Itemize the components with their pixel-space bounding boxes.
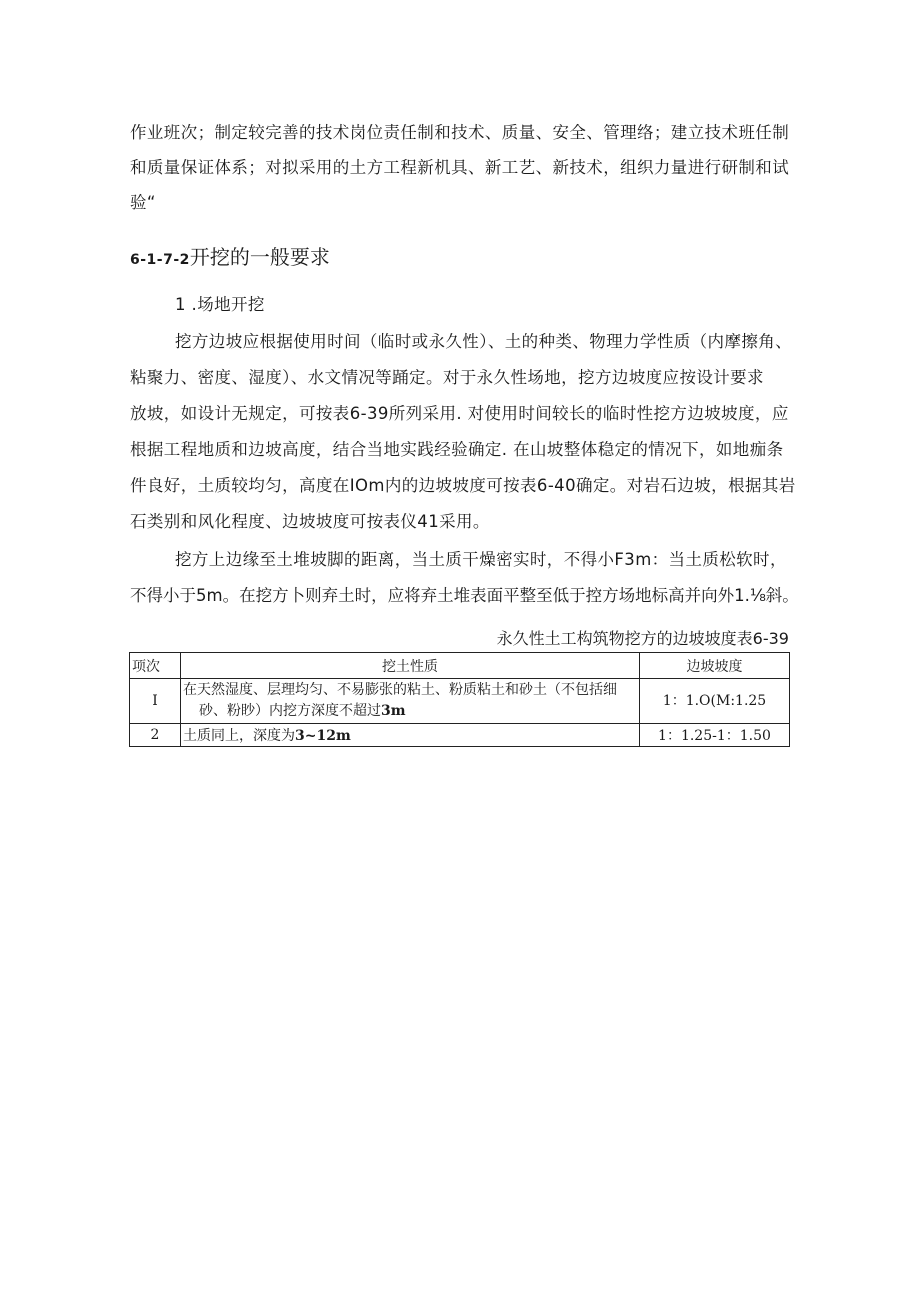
intro-line-3: 验“ (130, 193, 156, 212)
section-heading (130, 243, 330, 274)
body2-line-1: 挖方上边缘至土堆坡脚的距离，当土质干燥密实时，不得小F3m：当土质松软时， (175, 550, 787, 569)
header-soil-nature: 挖土性质 (181, 653, 640, 679)
intro-line-2: 和质量保证体系；对拟采用的土方工程新机具、新工艺、新技术，组织力量进行研制和试 (130, 158, 790, 177)
row-index: I (130, 679, 181, 724)
row-slope-ratio: 1：1.O(M:1.25 (640, 679, 790, 724)
table-row (130, 679, 790, 724)
row-soil-nature (181, 679, 640, 724)
table-caption: 永久性土工构筑物挖方的边坡坡度表6-39 (496, 629, 789, 648)
section-title: 开挖的一般要求 (189, 245, 330, 269)
soil-nature-line-1: 在天然湿度、层理均匀、不易膨张的粘土、粉质粘土和砂土（不包括细 (183, 682, 617, 698)
body1-line-2: 粘聚力、密度、湿度）、水文情况等踊定。对于永久性场地，挖方边坡度应按设计要求 (130, 368, 764, 387)
row-soil-nature (181, 724, 640, 747)
subheading-site-excavation: 1 .场地开挖 (175, 295, 265, 314)
slope-table (129, 652, 790, 747)
body1-line-3: 放坡，如设计无规定，可按表6-39所列采用. 对使用时间较长的临时性挖方边坡坡度，应 (130, 404, 789, 423)
soil-nature-line-2 (183, 701, 637, 722)
section-number: 6-1-7-2 (130, 252, 190, 268)
intro-line-1: 作业班次；制定较完善的技术岗位责任制和技术、质量、安全、管理络；建立技术班任制 (130, 123, 790, 142)
soil-nature-line-2-text: 砂、粉眇）内挖方深度不超过 (199, 703, 381, 719)
soil-nature-depth: 3~12m (295, 728, 351, 744)
header-index: 项次 (130, 653, 181, 679)
body1-line-4: 根据工程地质和边坡高度，结合当地实践经验确定. 在山坡整体稳定的情况下，如地痂条 (130, 440, 784, 459)
row-index: 2 (130, 724, 181, 747)
row-slope-ratio: 1：1.25-1：1.50 (640, 724, 790, 747)
body1-line-6: 石类别和风化程度、边坡坡度可按表仪41采用。 (130, 512, 490, 531)
soil-nature-depth: 3m (381, 703, 406, 719)
table-row (130, 724, 790, 747)
body1-line-1: 挖方边坡应根据使用时间（临时或永久性）、土的种类、物理力学性质（内摩擦角、 (175, 332, 793, 351)
soil-nature-text: 土质同上，深度为 (183, 728, 295, 744)
header-slope-ratio: 边坡坡度 (640, 653, 790, 679)
body1-line-5: 件良好，土质较均匀，高度在IOm内的边坡坡度可按表6-40确定。对岩石边坡，根据其岩 (130, 476, 796, 495)
body2-line-2: 不得小于5m。在挖方卜则弃土时，应将弃土堆表面平整至低于控方场地标高并向外1.⅛斜。 (130, 586, 799, 605)
table-header-row (130, 653, 790, 679)
